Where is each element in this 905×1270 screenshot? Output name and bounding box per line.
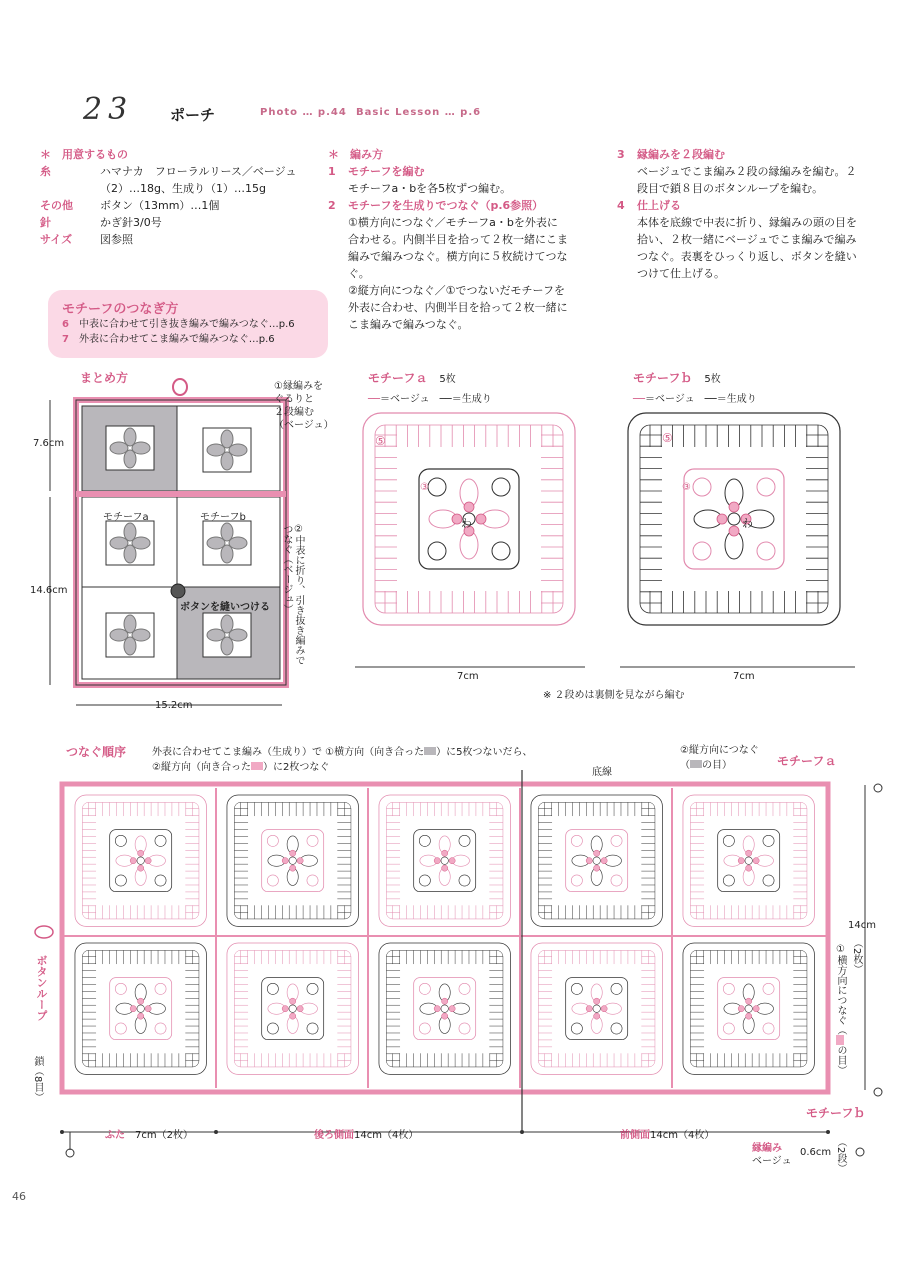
chain-label: 鎖（8目） <box>32 1056 43 1103</box>
edge-note: ①縁編みを ぐるりと ２段編む （ベージュ） <box>274 381 334 431</box>
svg-text:③: ③ <box>420 482 429 493</box>
vertical-join-note: ②縦方向につなぐ （ の目） <box>680 745 759 771</box>
fold-note: ②中表に折り、引き抜き編みでつなぐ（ベージュ） <box>281 524 304 665</box>
petal-icon <box>132 537 150 549</box>
edge-rounds: （2段） <box>835 1137 846 1174</box>
petal-icon <box>110 629 128 641</box>
back-side-dim: 後ろ側面14cm（4枚） <box>314 1130 419 1141</box>
petal-icon <box>110 442 128 454</box>
joining-desc-2: ②縦方向（向き合った ）に2枚つなぐ <box>152 762 330 773</box>
joining-order-title: つなぐ順序 <box>66 745 127 759</box>
dim-height-2: 14.6cm <box>30 585 68 596</box>
materials-heading: 用意するもの <box>62 148 128 161</box>
photo-ref: Photo … p.44 <box>260 107 347 118</box>
motif-b-title: モチーフｂ 5枚 <box>633 371 721 385</box>
svg-text:7cm: 7cm <box>457 671 479 682</box>
joining-desc-1: 外表に合わせてこま編み（生成り）で ①横方向（向き合った ）に5枚つないだら、 <box>152 747 533 758</box>
back-side-note: ※ ２段めは裏側を見ながら編む <box>543 690 685 701</box>
material-row: 糸 ハマナカ フローラルリース／ベージュ <box>40 165 297 178</box>
svg-text:7cm: 7cm <box>733 671 755 682</box>
motif-a-chart <box>355 405 595 695</box>
petal-icon <box>221 615 233 633</box>
edge-dim: 縁編み ベージュ <box>752 1143 792 1167</box>
petal-icon <box>221 452 233 470</box>
pattern-number: 23 <box>83 92 134 127</box>
petal-icon <box>221 430 233 448</box>
front-side-dim: 前側面14cm（4枚） <box>620 1130 715 1141</box>
petal-icon <box>124 428 136 446</box>
svg-text:⑤: ⑤ <box>375 434 386 448</box>
label-motif-a: モチーフa <box>103 512 149 523</box>
pattern-title: ポーチ <box>170 106 216 124</box>
motif-a-legend: ──＝ベージュ ──＝生成り <box>368 394 492 405</box>
petal-icon <box>229 629 247 641</box>
svg-text:⑤: ⑤ <box>662 431 673 445</box>
petal-icon <box>207 537 225 549</box>
svg-text:わ: わ <box>461 517 472 530</box>
materials-section: ＊ 用意するもの 糸 ハマナカ フローラルリース／ベージュ （2）…18g、生成り（1）…15g その他 ボタン（13mm）…1個 針 かぎ針3/0号 サイズ 図参照 <box>40 146 310 248</box>
join-method-box: モチーフのつなぎ方 6 中表に合わせて引き抜き編みで編みつなぐ…p.6 7 外表に合わせてこま編みで編みつなぐ…p.6 <box>48 290 328 358</box>
material-row: その他 ボタン（13mm）…1個 <box>40 199 220 212</box>
label-motif-b: モチーフb <box>200 512 246 523</box>
petal-icon <box>229 537 247 549</box>
material-row: 針 かぎ針3/0号 <box>40 216 162 229</box>
petal-icon <box>124 523 136 541</box>
petal-icon <box>229 444 247 456</box>
bottom-line-label: 底線 <box>592 767 612 778</box>
horizontal-join-note: ①横方向につなぐ（の目） <box>835 944 846 1075</box>
label-motif-a-2: モチーフａ <box>777 754 837 768</box>
page-number: 46 <box>12 1190 26 1203</box>
petal-icon <box>221 637 233 655</box>
method-section: ＊ 編み方 1 モチーフを編む モチーフa・bを各5枚ずつ編む。 2 モチーフを生成りでつなぐ（p.6参照） ①横方向につなぐ／モチーフa・bを外表に 合わせる。内側半目を拾って２枚一緒にこま 編みで編みつなぐ。横方向に５枚続けてつな ぐ。 ②縦方向につなぐ／①でつないだモチーフを 外表に合わせ、内側半目を拾って２枚一緒に こま編みで編みつなぐ。 <box>328 148 568 331</box>
motif-a-title: モチーフａ 5枚 <box>368 371 456 385</box>
lesson-ref: Basic Lesson … p.6 <box>356 107 482 118</box>
joining-chart <box>30 770 890 1170</box>
petal-icon <box>207 629 225 641</box>
petal-icon <box>124 545 136 563</box>
petal-icon <box>124 637 136 655</box>
material-row: サイズ 図参照 <box>40 233 133 246</box>
dim-height-1: 7.6cm <box>33 438 65 449</box>
svg-text:③: ③ <box>682 482 691 493</box>
material-row: （2）…18g、生成り（1）…15g <box>100 182 266 195</box>
petal-icon <box>207 444 225 456</box>
petal-icon <box>221 545 233 563</box>
label-motif-b-2: モチーフｂ <box>806 1106 866 1120</box>
petal-icon <box>132 442 150 454</box>
motif-b-legend: ──＝ベージュ ──＝生成り <box>633 394 757 405</box>
petal-icon <box>221 523 233 541</box>
join-box-title: モチーフのつなぎ方 <box>62 302 179 317</box>
petal-icon <box>132 629 150 641</box>
assembly-title: まとめ方 <box>80 371 129 385</box>
petal-icon <box>124 450 136 468</box>
button-loop-label: ボタンループ <box>35 955 48 1021</box>
petal-icon <box>110 537 128 549</box>
motif-b-chart <box>620 405 860 695</box>
method-heading: 編み方 <box>350 148 383 161</box>
svg-text:わ: わ <box>742 517 753 530</box>
side-height: 14cm <box>848 920 876 931</box>
side-count: （2枚） <box>851 938 862 975</box>
method-section-2: 3 縁編みを２段編む ベージュでこま編み２段の縁編みを編む。２ 段目で鎖８目のボタンループを編む。 4 仕上げる 本体を底線で中表に折り、縁編みの頭の目を 拾い、２枚一緒にベージュでこま編みで編み つなぐ。表裏をひっくり返し、ボタンを縫い つけて仕上げる。 <box>617 148 857 280</box>
flap-dim: ふた 7cm（2枚） <box>105 1130 193 1141</box>
dim-width: 15.2cm <box>155 700 193 711</box>
button-label: ボタンを縫いつける <box>180 602 270 613</box>
edge-width: 0.6cm <box>800 1147 832 1158</box>
petal-icon <box>124 615 136 633</box>
